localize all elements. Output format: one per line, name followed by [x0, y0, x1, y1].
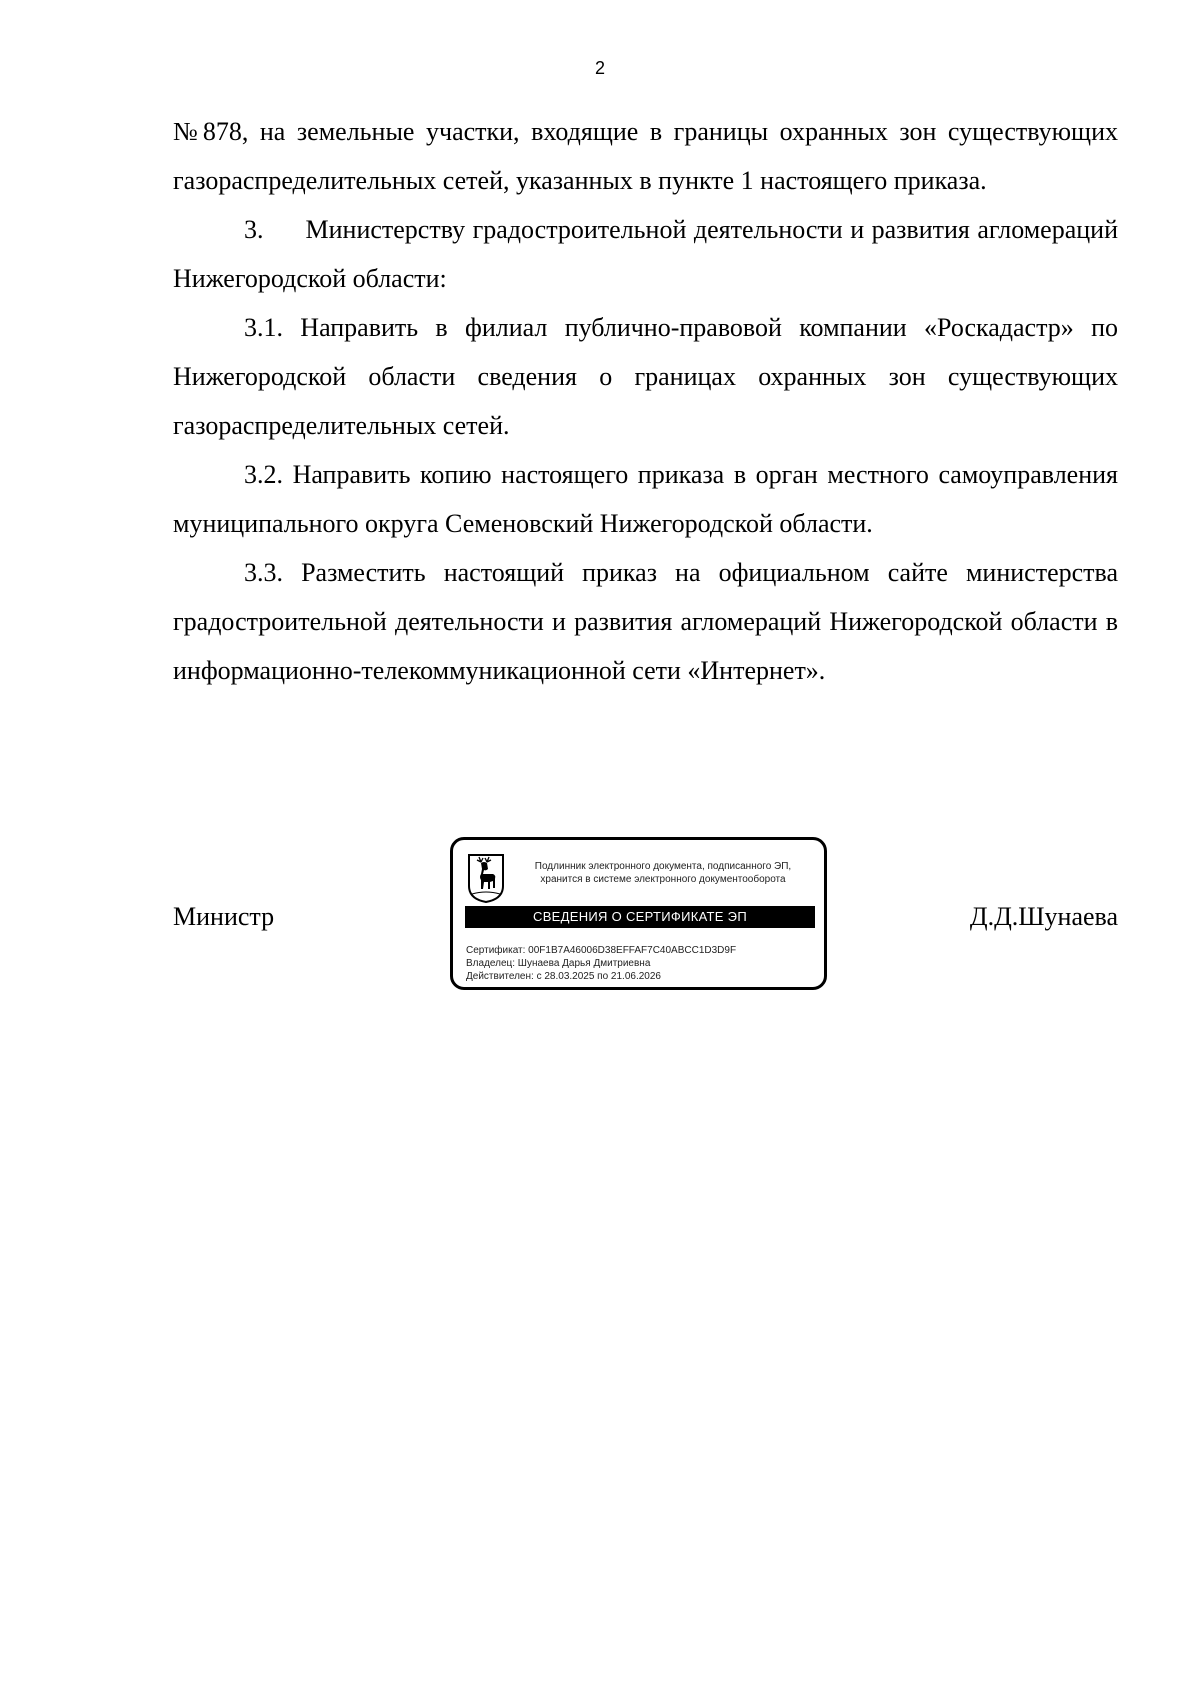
document-body [173, 107, 1118, 695]
page-number: 2 [594, 58, 605, 78]
paragraph-continuation: №878, на земельные участки, входящие в границы охранных зон существующих газораспределительных сетей, указанных в пункте 1 настоящего приказа. [173, 117, 1118, 195]
nizhny-novgorod-deer-emblem-icon [466, 852, 506, 904]
certificate-number: Сертификат: 00F1B7A46006D38EFFAF7C40ABCC1D3D9F [466, 945, 737, 956]
stamp-note-line-1: Подлинник электронного документа, подписанного ЭП, [534, 861, 792, 872]
paragraph-3-3: 3.3. Разместить настоящий приказ на официальном сайте министерства градостроительной деятельности и развития агломераций Нижегородской области в информационно-телекоммуникационной сети «Интернет». [173, 558, 1118, 685]
signatory-name: Д.Д.Шунаева [969, 902, 1118, 931]
certificate-info-banner: СВЕДЕНИЯ О СЕРТИФИКАТЕ ЭП [465, 906, 815, 928]
paragraph-3-text: Министерству градостроительной деятельности и развития агломераций Нижегородской области: [173, 215, 1118, 293]
certificate-validity: Действителен: с 28.03.2025 по 21.06.2026 [466, 971, 661, 982]
certificate-details [466, 944, 736, 983]
paragraph-3-number: 3. [244, 215, 264, 244]
stamp-note [513, 860, 813, 886]
signature-block [173, 837, 1118, 997]
paragraph-3 [173, 205, 1118, 303]
paragraph-3-1: 3.1. Направить в филиал публично-правовой компании «Роскадастр» по Нижегородской области сведения о границах охранных зон существующих газораспределительных сетей. [173, 313, 1118, 440]
signatory-position: Министр [173, 902, 275, 931]
electronic-signature-stamp [450, 837, 827, 990]
paragraph-3-2: 3.2. Направить копию настоящего приказа в орган местного самоуправления муниципального округа Семеновский Нижегородской области. [173, 460, 1118, 538]
certificate-owner: Владелец: Шунаева Дарья Дмитриевна [466, 958, 651, 969]
stamp-note-line-2: хранится в системе электронного документооборота [540, 874, 786, 885]
